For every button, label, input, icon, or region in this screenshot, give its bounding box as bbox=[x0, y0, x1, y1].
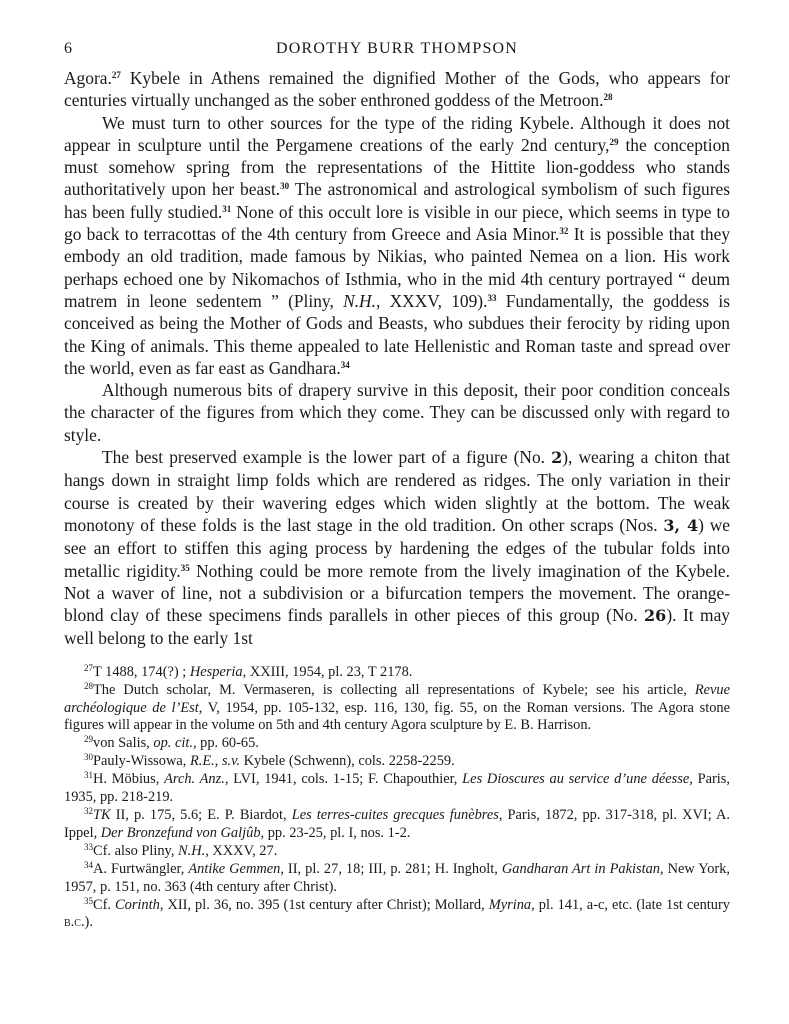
text-run: The Dutch scholar, M. Vermaseren, is collecting all representations of Kybele; see his article, bbox=[93, 681, 695, 698]
page bbox=[64, 40, 730, 932]
text-run: , pp. 23-25, pl. I, nos. 1-2. bbox=[260, 824, 411, 841]
text-run: , II, pl. 27, 18; III, p. 281; H. Ingholt, bbox=[280, 860, 502, 877]
text-run: , V, 1954, pp. 105-132, esp. 116, 130, fig. 55, on the Roman versions. The Agora stone figures will appear in the volume on 5th and 4th century Agora sculpture by E. B. Harrison. bbox=[64, 699, 730, 734]
italic-citation: N.H. bbox=[343, 290, 376, 311]
footnote-ref-29[interactable]: 29 bbox=[609, 136, 619, 147]
italic-citation: Arch. Anz. bbox=[164, 771, 225, 788]
footnote-33 bbox=[64, 843, 730, 861]
text-run: Kybele (Schwenn), cols. 2258-2259. bbox=[240, 753, 455, 770]
text-run: , XXXV, 109). bbox=[375, 290, 488, 311]
footnote-number: 29 bbox=[84, 734, 93, 745]
footnote-29 bbox=[64, 735, 730, 753]
footnote-34 bbox=[64, 861, 730, 897]
footnote-ref-31[interactable]: 31 bbox=[222, 203, 232, 214]
italic-citation: Revue archéologique de l’Est bbox=[64, 681, 730, 716]
text-run: We must turn to other sources for the type of the riding Kybele. Although it does not appear in sculpture until the Pergamene creations of the early 2nd century, bbox=[64, 112, 730, 155]
text-run: the conception must somehow spring from the representations of the Hittite lion-goddess who stands authoritatively upon her beast. bbox=[64, 134, 730, 200]
footnote-32 bbox=[64, 807, 730, 843]
footnote-28 bbox=[64, 682, 730, 736]
text-run: , pp. 60-65. bbox=[192, 735, 259, 752]
footnote-number: 35 bbox=[84, 895, 93, 906]
text-run: Although numerous bits of drapery survive in this deposit, their poor condition conceals the character of the figures from which they come. They can be discussed only with regard to style. bbox=[64, 380, 730, 445]
footnote-ref-35[interactable]: 35 bbox=[180, 562, 190, 573]
paragraph-4 bbox=[64, 446, 730, 650]
footnote-30 bbox=[64, 753, 730, 771]
footnote-ref-34[interactable]: 34 bbox=[340, 359, 350, 370]
paragraph-1 bbox=[64, 67, 730, 112]
body-text bbox=[64, 67, 730, 650]
text-run: Cf. also Pliny, bbox=[93, 842, 179, 859]
text-run: von Salis, bbox=[93, 735, 154, 752]
text-run: ), wearing a chiton that hangs down in straight limp folds which are rendered as ridges. The only variation in their course is created by their wavering edges which widen slightly at the bottom. The weak monotony of these folds is the last stage in the old tradition. On other scraps (Nos. bbox=[64, 447, 730, 535]
italic-citation: R.E. bbox=[189, 753, 215, 770]
text-run: It is possible that they embody an old tradition, made famous by Nikias, who painted Nemea on a lion. His work perhaps echoed one by Nikomachos of Isthmia, who in the mid 4th century portrayed “ deum matrem in leone sedentem ” (Pliny, bbox=[64, 224, 731, 311]
text-run: Fundamentally, the goddess is conceived as being the Mother of Gods and Beasts, who subdues their ferocity by riding upon the King of animals. This theme appealed to late Hellenistic and Roman taste and spread over the world, even as far east as Gandhara. bbox=[64, 290, 730, 378]
text-run: , XII, pl. 36, no. 395 (1st century after Christ); Mollard, bbox=[159, 896, 489, 913]
text-run: , Paris, 1935, pp. 218-219. bbox=[64, 771, 731, 806]
italic-citation: Der Bronzefund von Galjûb bbox=[100, 824, 261, 841]
footnote-35 bbox=[64, 897, 730, 933]
catalogue-number: 26 bbox=[644, 606, 667, 626]
footnote-number: 30 bbox=[84, 752, 93, 763]
italic-citation: Gandharan Art in Pakistan bbox=[501, 860, 660, 877]
text-run: None of this occult lore is visible in our piece, which seems in type to go back to terracottas of the 4th century from Greece and Asia Minor. bbox=[64, 201, 730, 245]
italic-citation: Les terres-cuites grecques funèbres bbox=[291, 806, 499, 823]
page-header bbox=[64, 40, 730, 64]
italic-citation: Corinth bbox=[115, 896, 160, 913]
text-run: , LVI, 1941, cols. 1-15; F. Chapouthier, bbox=[224, 771, 463, 788]
footnote-ref-33[interactable]: 33 bbox=[487, 292, 497, 303]
small-caps-text: b.c. bbox=[64, 914, 85, 931]
footnote-number: 32 bbox=[84, 805, 93, 816]
text-run: , bbox=[214, 753, 222, 770]
text-run: The astronomical and astrological symbolism of such figures has been fully studied. bbox=[64, 179, 730, 222]
text-run: Agora. bbox=[64, 68, 112, 88]
italic-citation: N.H. bbox=[178, 842, 206, 859]
italic-citation: TK bbox=[93, 806, 111, 823]
text-run: A. Furtwängler, bbox=[93, 860, 189, 877]
footnote-number: 28 bbox=[84, 680, 93, 691]
footnote-number: 27 bbox=[84, 662, 93, 673]
italic-citation: Les Dioscures au service d’une déesse bbox=[462, 771, 690, 788]
italic-citation: Hesperia bbox=[189, 663, 243, 680]
running-title: DOROTHY BURR THOMPSON bbox=[275, 40, 519, 57]
text-run: , XXIII, 1954, pl. 23, T 2178. bbox=[242, 663, 413, 680]
page-number: 6 bbox=[64, 40, 74, 57]
footnote-number: 31 bbox=[84, 770, 93, 781]
footnote-number: 33 bbox=[84, 841, 93, 852]
text-run: H. Möbius, bbox=[93, 771, 165, 788]
text-run: Kybele in Athens remained the dignified Mother of the Gods, who appears for centuries virtually unchanged as the sober enthroned goddess of the Metroon. bbox=[64, 68, 730, 111]
text-run: Cf. bbox=[93, 896, 116, 913]
italic-citation: op. cit. bbox=[153, 735, 193, 752]
text-run: , pl. 141, a-c, etc. (late 1st century bbox=[531, 896, 730, 913]
footnote-ref-32[interactable]: 32 bbox=[559, 226, 569, 237]
text-run: , New York, 1957, p. 151, no. 363 (4th century after Christ). bbox=[64, 860, 730, 895]
text-run: T 1488, 174(?) ; bbox=[93, 663, 190, 680]
footnote-ref-30[interactable]: 30 bbox=[280, 181, 290, 192]
text-run: , XXXV, 27. bbox=[205, 842, 278, 859]
text-run: ) we see an effort to stiffen this aging process by hardening the edges of the tubular folds into metallic rigidity. bbox=[64, 514, 731, 581]
catalogue-number: 3, 4 bbox=[663, 515, 699, 535]
footnote-27 bbox=[64, 664, 730, 682]
paragraph-3 bbox=[64, 379, 730, 446]
paragraph-2 bbox=[64, 112, 730, 380]
footnotes bbox=[64, 664, 730, 933]
text-run: The best preserved example is the lower part of a figure (No. bbox=[102, 447, 552, 468]
text-run: ). It may well belong to the early 1st bbox=[64, 605, 730, 649]
text-run: , Paris, 1872, pp. 317-318, pl. XVI; A. Ippel, bbox=[64, 806, 730, 841]
text-run: Nothing could be more remote from the lively imagination of the Kybele. Not a waver of line, not a subdivision or a bifurcation tempers the movement. The orange-blond clay of these specimens finds parallels in other pieces of this group (No. bbox=[64, 560, 730, 626]
footnote-ref-28[interactable]: 28 bbox=[603, 92, 613, 103]
footnote-31 bbox=[64, 771, 730, 807]
text-run: II, p. 175, 5.6; E. P. Biardot, bbox=[110, 806, 292, 823]
italic-citation: s.v. bbox=[221, 753, 241, 770]
text-run: ). bbox=[84, 914, 93, 931]
text-run: Pauly-Wissowa, bbox=[93, 753, 190, 770]
italic-citation: Myrina bbox=[488, 896, 532, 913]
footnote-ref-27[interactable]: 27 bbox=[111, 70, 121, 80]
catalogue-number: 2 bbox=[551, 448, 563, 468]
italic-citation: Antike Gemmen bbox=[188, 860, 281, 877]
footnote-number: 34 bbox=[84, 859, 93, 870]
